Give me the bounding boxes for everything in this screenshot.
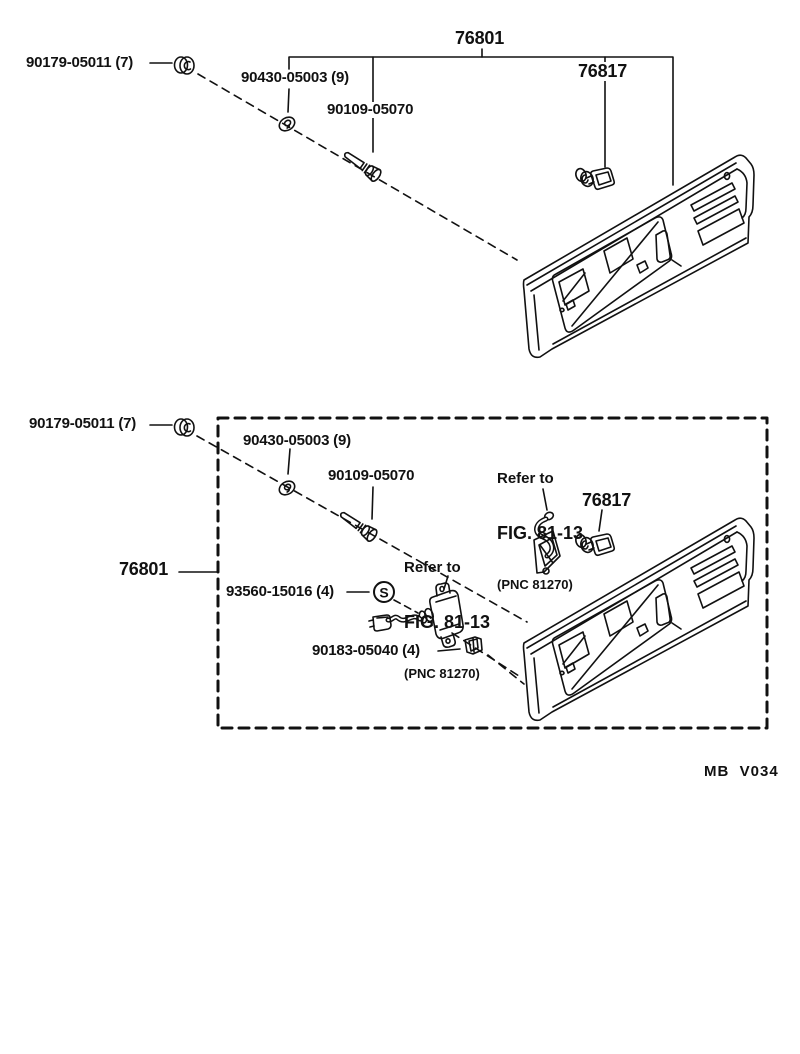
part-label-washer-bottom: 90430-05003 (9) bbox=[243, 432, 351, 449]
part-label-socket: 93560-15016 (4) bbox=[226, 583, 334, 600]
part-label-nut-top: 90179-05011 (7) bbox=[26, 54, 134, 71]
nut-icon bbox=[175, 419, 195, 436]
s-symbol-label: S bbox=[379, 584, 389, 601]
clip-icon bbox=[574, 167, 614, 189]
leader-line bbox=[599, 510, 602, 531]
nut-icon bbox=[175, 57, 195, 74]
leader-line-dashed bbox=[488, 655, 524, 684]
refer-note-line2: FIG. 81-13 bbox=[497, 522, 584, 543]
top-assembly bbox=[150, 49, 754, 357]
dashed-boundary-box bbox=[218, 418, 767, 728]
figure-code: MB V034 bbox=[704, 763, 779, 780]
refer-note-upper bbox=[497, 435, 583, 610]
part-label-panel-top: 76801 bbox=[455, 28, 505, 48]
washer-icon bbox=[277, 478, 297, 497]
part-label-grommet: 90183-05040 (4) bbox=[312, 642, 420, 659]
refer-note-line3: (PNC 81270) bbox=[497, 576, 573, 592]
refer-note-lower bbox=[404, 524, 490, 699]
part-label-washer-top: 90430-05003 (9) bbox=[241, 69, 349, 86]
refer-note-line3: (PNC 81270) bbox=[404, 665, 480, 681]
refer-note-line1: Refer to bbox=[404, 559, 461, 576]
part-label-nut-bottom: 90179-05011 (7) bbox=[29, 415, 137, 432]
refer-note-line2: FIG. 81-13 bbox=[404, 611, 491, 632]
leader-line bbox=[372, 487, 373, 519]
part-label-screw-top: 90109-05070 bbox=[327, 101, 414, 118]
part-label-panel-bottom: 76801 bbox=[119, 559, 169, 579]
refer-note-line1: Refer to bbox=[497, 470, 554, 487]
garnish-panel-drawing bbox=[524, 155, 755, 357]
part-label-screw-bottom: 90109-05070 bbox=[328, 467, 415, 484]
leader-line bbox=[288, 449, 290, 474]
screw-icon bbox=[341, 148, 383, 183]
part-label-clip-top: 76817 bbox=[578, 61, 628, 81]
leader-line bbox=[288, 89, 289, 112]
part-label-clip-bottom: 76817 bbox=[582, 490, 632, 510]
